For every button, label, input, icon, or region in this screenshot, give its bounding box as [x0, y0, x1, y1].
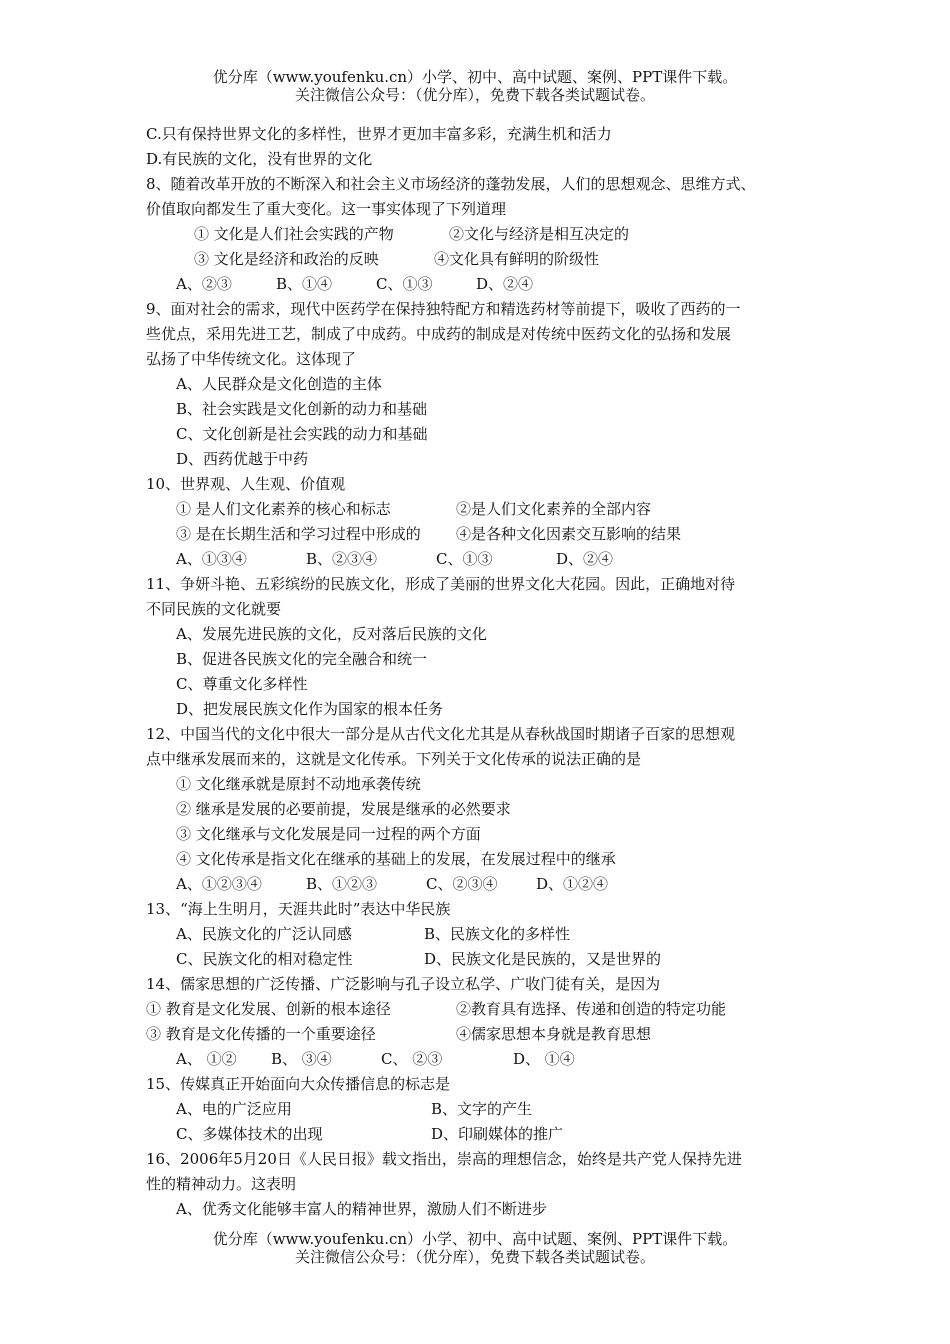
- q10-statement-1: ① 是人们文化素养的核心和标志: [176, 500, 391, 518]
- q9-stem-3: 弘扬了中华传统文化。这体现了: [146, 350, 357, 368]
- q11-option-a: A、发展先进民族的文化，反对落后民族的文化: [176, 625, 487, 643]
- q14-statement-4: ④儒家思想本身就是教育思想: [456, 1025, 652, 1043]
- q9-option-d: D、西药优越于中药: [176, 450, 309, 468]
- q14-option-b: B、 ③④: [271, 1050, 332, 1068]
- q8-statement-1: ① 文化是人们社会实践的产物: [194, 225, 394, 243]
- q10-stem: 10、世界观、人生观、价值观: [146, 475, 346, 493]
- footer-line-2: 关注微信公众号：（优分库），免费下载各类试题试卷。: [294, 1248, 655, 1266]
- q12-options: [146, 872, 826, 897]
- header-line-2: 关注微信公众号：（优分库），免费下载各类试题试卷。: [294, 86, 655, 104]
- q15-option-c: C、多媒体技术的出现: [176, 1125, 323, 1143]
- q14-stem: 14、儒家思想的广泛传播、广泛影响与孔子设立私学、广收门徒有关，是因为: [146, 975, 661, 993]
- q14-statement-2: ②教育具有选择、传递和创造的特定功能: [456, 1000, 727, 1018]
- q15-option-a: A、电的广泛应用: [176, 1100, 292, 1118]
- q8-options: [146, 272, 826, 297]
- q12-statement-4: ④ 文化传承是指文化在继承的基础上的发展，在发展过程中的继承: [176, 850, 616, 868]
- q14-options: [146, 1047, 826, 1072]
- q10-statement-4: ④是各种文化因素交互影响的结果: [456, 525, 682, 543]
- q9-option-a: A、人民群众是文化创造的主体: [176, 375, 382, 393]
- q9-option-b: B、社会实践是文化创新的动力和基础: [176, 400, 428, 418]
- q8-option-b: B、①④: [276, 275, 333, 293]
- q11-stem-2: 不同民族的文化就要: [146, 600, 282, 618]
- q8-stem-2: 价值取向都发生了重大变化。这一事实体现了下列道理: [146, 200, 507, 218]
- q9-option-c: C、文化创新是社会实践的动力和基础: [176, 425, 428, 443]
- q8-statement-4: ④文化具有鲜明的阶级性: [434, 250, 600, 268]
- q13-option-b: B、民族文化的多样性: [424, 925, 571, 943]
- q13-options-row-1: [146, 922, 826, 947]
- q10-option-c: C、①③: [436, 550, 493, 568]
- q12-option-b: B、①②③: [306, 875, 378, 893]
- q7-option-d: D.有民族的文化，没有世界的文化: [146, 150, 373, 168]
- page-footer: [0, 1230, 950, 1266]
- q10-statements-row-1: [146, 497, 826, 522]
- footer-line-1: 优分库（www.youfenku.cn）小学、初中、高中试题、案例、PPT课件下载。: [212, 1230, 738, 1248]
- q8-option-d: D、②④: [476, 275, 534, 293]
- q13-option-d: D、民族文化是民族的，又是世界的: [424, 950, 662, 968]
- q12-option-c: C、②③④: [426, 875, 498, 893]
- q11-stem-1: 11、争妍斗艳、五彩缤纷的民族文化，形成了美丽的世界文化大花园。因此，正确地对待: [146, 575, 736, 593]
- q9-stem-2: 些优点，采用先进工艺，制成了中成药。中成药的制成是对传统中医药文化的弘扬和发展: [146, 325, 732, 343]
- q13-option-a: A、民族文化的广泛认同感: [176, 925, 352, 943]
- q10-statement-2: ②是人们文化素养的全部内容: [456, 500, 652, 518]
- q8-stem-1: 8、随着改革开放的不断深入和社会主义市场经济的蓬勃发展，人们的思想观念、思维方式、: [146, 175, 756, 193]
- q12-option-d: D、①②④: [536, 875, 609, 893]
- q12-stem-1: 12、中国当代的文化中很大一部分是从古代文化尤其是从春秋战国时期诸子百家的思想观: [146, 725, 736, 743]
- q8-statements-row-2: [146, 247, 826, 272]
- q13-stem: 13、“海上生明月，天涯共此时”表达中华民族: [146, 900, 451, 918]
- q8-option-a: A、②③: [176, 275, 232, 293]
- q14-statements-row-2: [146, 1022, 826, 1047]
- q10-statement-3: ③ 是在长期生活和学习过程中形成的: [176, 525, 421, 543]
- q14-statement-1: ① 教育是文化发展、创新的根本途径: [146, 1000, 391, 1018]
- q9-stem-1: 9、面对社会的需求，现代中医药学在保持独特配方和精选药材等前提下，吸收了西药的一: [146, 300, 741, 318]
- q16-stem-2: 性的精神动力。这表明: [146, 1175, 297, 1193]
- q10-option-a: A、①③④: [176, 550, 247, 568]
- q14-option-d: D、 ①④: [513, 1050, 575, 1068]
- q8-option-c: C、①③: [376, 275, 433, 293]
- q14-statements-row-1: [146, 997, 826, 1022]
- q13-options-row-2: [146, 947, 826, 972]
- q12-statement-3: ③ 文化继承与文化发展是同一过程的两个方面: [176, 825, 481, 843]
- q16-option-a: A、优秀文化能够丰富人的精神世界，激励人们不断进步: [176, 1200, 547, 1218]
- q11-option-d: D、把发展民族文化作为国家的根本任务: [176, 700, 444, 718]
- q11-option-b: B、促进各民族文化的完全融合和统一: [176, 650, 428, 668]
- header-line-1: 优分库（www.youfenku.cn）小学、初中、高中试题、案例、PPT课件下载。: [212, 68, 738, 86]
- q10-option-d: D、②④: [556, 550, 614, 568]
- q15-option-d: D、印刷媒体的推广: [431, 1125, 564, 1143]
- q13-option-c: C、民族文化的相对稳定性: [176, 950, 353, 968]
- q10-statements-row-2: [146, 522, 826, 547]
- question-body: [146, 122, 826, 1222]
- q14-option-c: C、 ②③: [381, 1050, 443, 1068]
- q15-stem: 15、传媒真正开始面向大众传播信息的标志是: [146, 1075, 451, 1093]
- q10-options: [146, 547, 826, 572]
- q12-option-a: A、①②③④: [176, 875, 262, 893]
- q14-statement-3: ③ 教育是文化传播的一个重要途径: [146, 1025, 376, 1043]
- page-header: [0, 68, 950, 104]
- q15-option-b: B、文字的产生: [431, 1100, 533, 1118]
- q12-statement-2: ② 继承是发展的必要前提，发展是继承的必然要求: [176, 800, 511, 818]
- q12-statement-1: ① 文化继承就是原封不动地承袭传统: [176, 775, 421, 793]
- q15-options-row-1: [146, 1097, 826, 1122]
- q16-stem-1: 16、2006年5月20日《人民日报》载文指出，崇高的理想信念，始终是共产党人保持先进: [146, 1150, 742, 1168]
- q8-statement-2: ②文化与经济是相互决定的: [449, 225, 630, 243]
- q10-option-b: B、②③④: [306, 550, 378, 568]
- q15-options-row-2: [146, 1122, 826, 1147]
- q7-option-c: C.只有保持世界文化的多样性，世界才更加丰富多彩，充满生机和活力: [146, 125, 612, 143]
- q8-statement-3: ③ 文化是经济和政治的反映: [194, 250, 379, 268]
- q14-option-a: A、 ①②: [176, 1050, 237, 1068]
- q11-option-c: C、尊重文化多样性: [176, 675, 308, 693]
- q8-statements-row-1: [146, 222, 826, 247]
- q12-stem-2: 点中继承发展而来的，这就是文化传承。下列关于文化传承的说法正确的是: [146, 750, 642, 768]
